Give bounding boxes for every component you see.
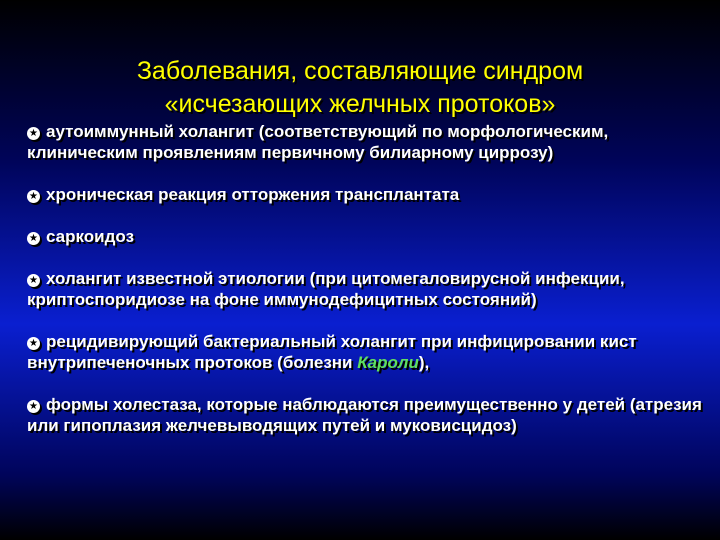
list-item-text: саркоидоз — [46, 227, 135, 246]
star-bullet-icon: ★ — [27, 232, 40, 245]
star-bullet-icon: ★ — [27, 337, 40, 350]
star-bullet-icon: ★ — [27, 190, 40, 203]
star-bullet-icon: ★ — [27, 400, 40, 413]
star-bullet-icon: ★ — [27, 127, 40, 140]
list-item-text-end: ), — [418, 353, 430, 372]
title-line-2: «исчезающих желчных протоков» — [164, 89, 556, 118]
list-item-text: хроническая реакция отторжения трансплантата — [46, 185, 460, 204]
list-item — [27, 331, 707, 373]
list-item — [27, 121, 707, 163]
list-item-text: холангит известной этиологии (при цитомегаловирусной инфекции, криптоспоридиозе на фоне иммунодефицитных состояний) — [27, 269, 625, 309]
list-item — [27, 226, 707, 247]
title-line-1: Заболевания, составляющие синдром — [136, 56, 584, 85]
star-bullet-icon: ★ — [27, 274, 40, 287]
slide-title — [0, 55, 720, 121]
list-item — [27, 184, 707, 205]
list-item-text: рецидивирующий бактериальный холангит при инфицировании кист внутрипеченочных протоков (болезни — [27, 332, 637, 372]
list-item-text: формы холестаза, которые наблюдаются преимущественно у детей (атрезия или гипоплазия желчевыводящих путей и муковисцидоз) — [27, 395, 702, 435]
list-item — [27, 394, 707, 436]
disease-list — [27, 121, 707, 457]
disease-name-accent: Кароли — [357, 353, 419, 372]
list-item — [27, 268, 707, 310]
list-item-text: аутоиммунный холангит (соответствующий по морфологическим, клиническим проявлениям первичному билиарному циррозу) — [27, 122, 609, 162]
